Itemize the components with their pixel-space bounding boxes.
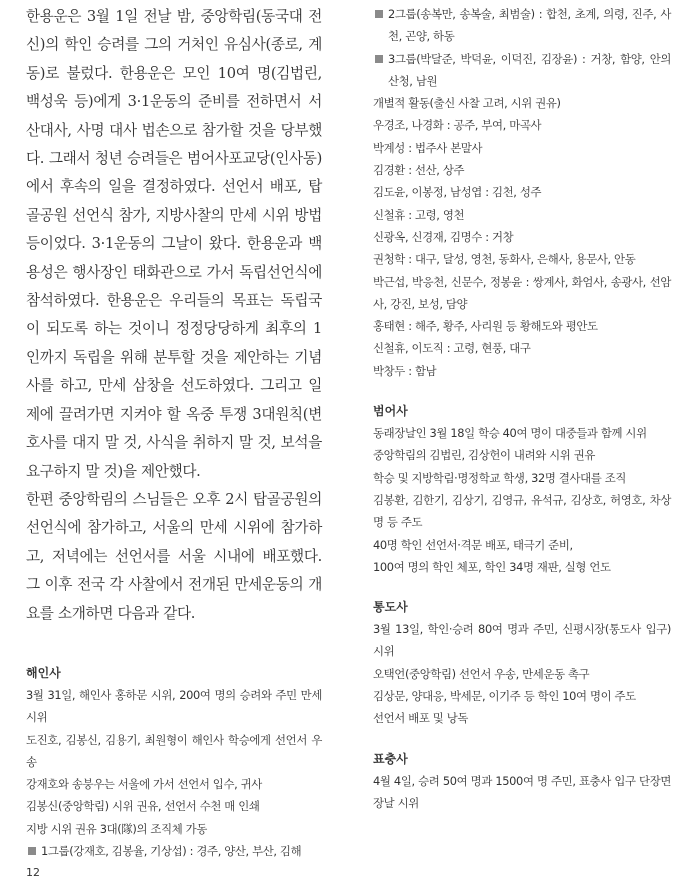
individual-activity-line: 신철휴, 이도직 : 고령, 현풍, 대구: [373, 341, 531, 356]
group-bullet-1: 1그룹(강재호, 김봉율, 기상섭) : 경주, 양산, 부산, 김해: [26, 840, 322, 862]
haeinsa-line: 지방 시위 권유 3대(隊)의 조직체 가동: [26, 821, 207, 836]
intro-paragraph-1: 한용운은 3월 1일 전날 밤, 중앙학림(동국대 전신)의 학인 승려를 그의 거처인 유심사(종로, 계동)로 불렀다. 한용운은 모인 10여 명(김법린, 백성욱 등)에게 3·1운동의 준비를 전하면서 서산대사, 사명 대사 법손으로 참가할 것을 당부했다. 그래서 청년 승려들은 범어사포교당(인사동)에서 후속의 일을 결정하였다. 선언서 배포, 탑골공원 선언식 참가, 지방사찰의 만세 시위 방법 등이었다. 3·1운동의 그날이 왔다. 한용운과 백용성은 행사장인 태화관으로 가서 독립선언식에 참석하였다. 한용운은 우리들의 목표는 독립국이 되도록 하는 것이니 정정당당하게 최후의 1인까지 독립을 위해 분투할 것을 제안하는 기념사를 하고, 만세 삼창을 선도하였다. 그리고 일제에 끌려가면 지켜야 할 옥중 투쟁 3대원칙(변호사를 대지 말 것, 사식을 취하지 말 것, 보석을 요구하지 말 것)을 제안했다.: [26, 8, 322, 480]
tongdosa-line: 김상문, 양대응, 박세문, 이기주 등 학인 10여 명이 주도: [373, 689, 636, 704]
pyochungsa-section: [373, 748, 671, 815]
haeinsa-line: 강재호와 송붕우는 서울에 가서 선언서 입수, 귀사: [26, 777, 262, 792]
left-column: [26, 3, 322, 862]
individual-activity-line: 박근섭, 박응천, 신문수, 정봉윤 : 쌍계사, 화엄사, 송광사, 선암사, 강진, 보성, 담양: [373, 274, 671, 311]
haeinsa-line: 김봉신(중앙학림) 시위 권유, 선언서 수천 매 인쇄: [26, 799, 260, 814]
beomeosa-line: 김봉환, 김한기, 김상기, 김영규, 유석규, 김상호, 허영호, 차상명 등 주도: [373, 492, 671, 530]
haeinsa-line: 도진호, 김봉신, 김용기, 최원형이 해인사 학승에게 선언서 우송: [26, 732, 322, 769]
individual-activity-line: 우경조, 나경화 : 공주, 부여, 마곡사: [373, 118, 542, 133]
individual-activity-line: 홍태현 : 해주, 황주, 사리원 등 황해도와 평안도: [373, 319, 598, 334]
beomeosa-line: 100여 명의 학인 체포, 학인 34명 재판, 실형 언도: [373, 559, 611, 574]
section-heading-tongdosa: 통도사: [373, 600, 408, 615]
individual-activity-line: 김도윤, 이봉정, 남성엽 : 김천, 성주: [373, 185, 542, 200]
individual-activity-line: 박계성 : 법주사 본말사: [373, 140, 483, 155]
group-bullet-2: 2그룹(송복만, 송복술, 최범술) : 합천, 초계, 의령, 진주, 사천, 곤양, 하동: [373, 3, 671, 48]
section-heading-haeinsa: 해인사: [26, 665, 61, 680]
haeinsa-section: [26, 662, 322, 862]
individual-activity-line: 개별적 활동(출신 사찰 고려, 시위 권유): [373, 96, 561, 111]
beomeosa-line: 40명 학인 선언서·격문 배포, 태극기 준비,: [373, 537, 573, 552]
individual-activity-line: 신광옥, 신경재, 김명수 : 거창: [373, 229, 514, 244]
individual-activity-line: 권청학 : 대구, 달성, 영천, 동화사, 은해사, 용문사, 안동: [373, 252, 636, 267]
right-column: [373, 3, 671, 814]
individual-activity-line: 박창두 : 함남: [373, 363, 437, 378]
tongdosa-line: 오택언(중앙학림) 선언서 우송, 만세운동 촉구: [373, 666, 590, 681]
beomeosa-line: 학승 및 지방학림·명정학교 학생, 32명 결사대를 조직: [373, 470, 627, 485]
beomeosa-line: 중앙학림의 김법린, 김상헌이 내려와 시위 권유: [373, 448, 596, 463]
beomeosa-line: 동래장날인 3월 18일 학승 40여 명이 대중들과 함께 시위: [373, 426, 647, 441]
group-bullet-3: 3그룹(박달준, 박덕윤, 이덕진, 김장윤) : 거창, 함양, 안의 산청, 남원: [373, 48, 671, 93]
groups-continued: [373, 3, 671, 382]
page-number: 12: [26, 866, 40, 879]
individual-activity-line: 신철휴 : 고령, 영천: [373, 207, 465, 222]
tongdosa-section: [373, 596, 671, 729]
section-heading-pyochungsa: 표충사: [373, 751, 408, 766]
tongdosa-line: 3월 13일, 학인·승려 80여 명과 주민, 신평시장(통도사 입구) 시위: [373, 622, 671, 659]
haeinsa-line: 3월 31일, 해인사 홍하문 시위, 200여 명의 승려와 주민 만세 시위: [26, 687, 322, 725]
individual-activity-line: 김경환 : 선산, 상주: [373, 163, 465, 178]
intro-paragraph-2: 한편 중앙학림의 스님들은 오후 2시 탑골공원의 선언식에 참가하고, 서울의 만세 시위에 참가하고, 저녁에는 선언서를 서울 시내에 배포했다. 그 이후 전국 각 사찰에서 전개된 만세운동의 개요를 소개하면 다음과 같다.: [26, 490, 322, 622]
beomeosa-section: [373, 400, 671, 578]
pyochungsa-line: 4월 4일, 승려 50여 명과 1500여 명 주민, 표충사 입구 단장면 장날 시위: [373, 773, 671, 810]
section-heading-beomeosa: 범어사: [373, 404, 408, 419]
tongdosa-line: 선언서 배포 및 낭독: [373, 711, 469, 726]
